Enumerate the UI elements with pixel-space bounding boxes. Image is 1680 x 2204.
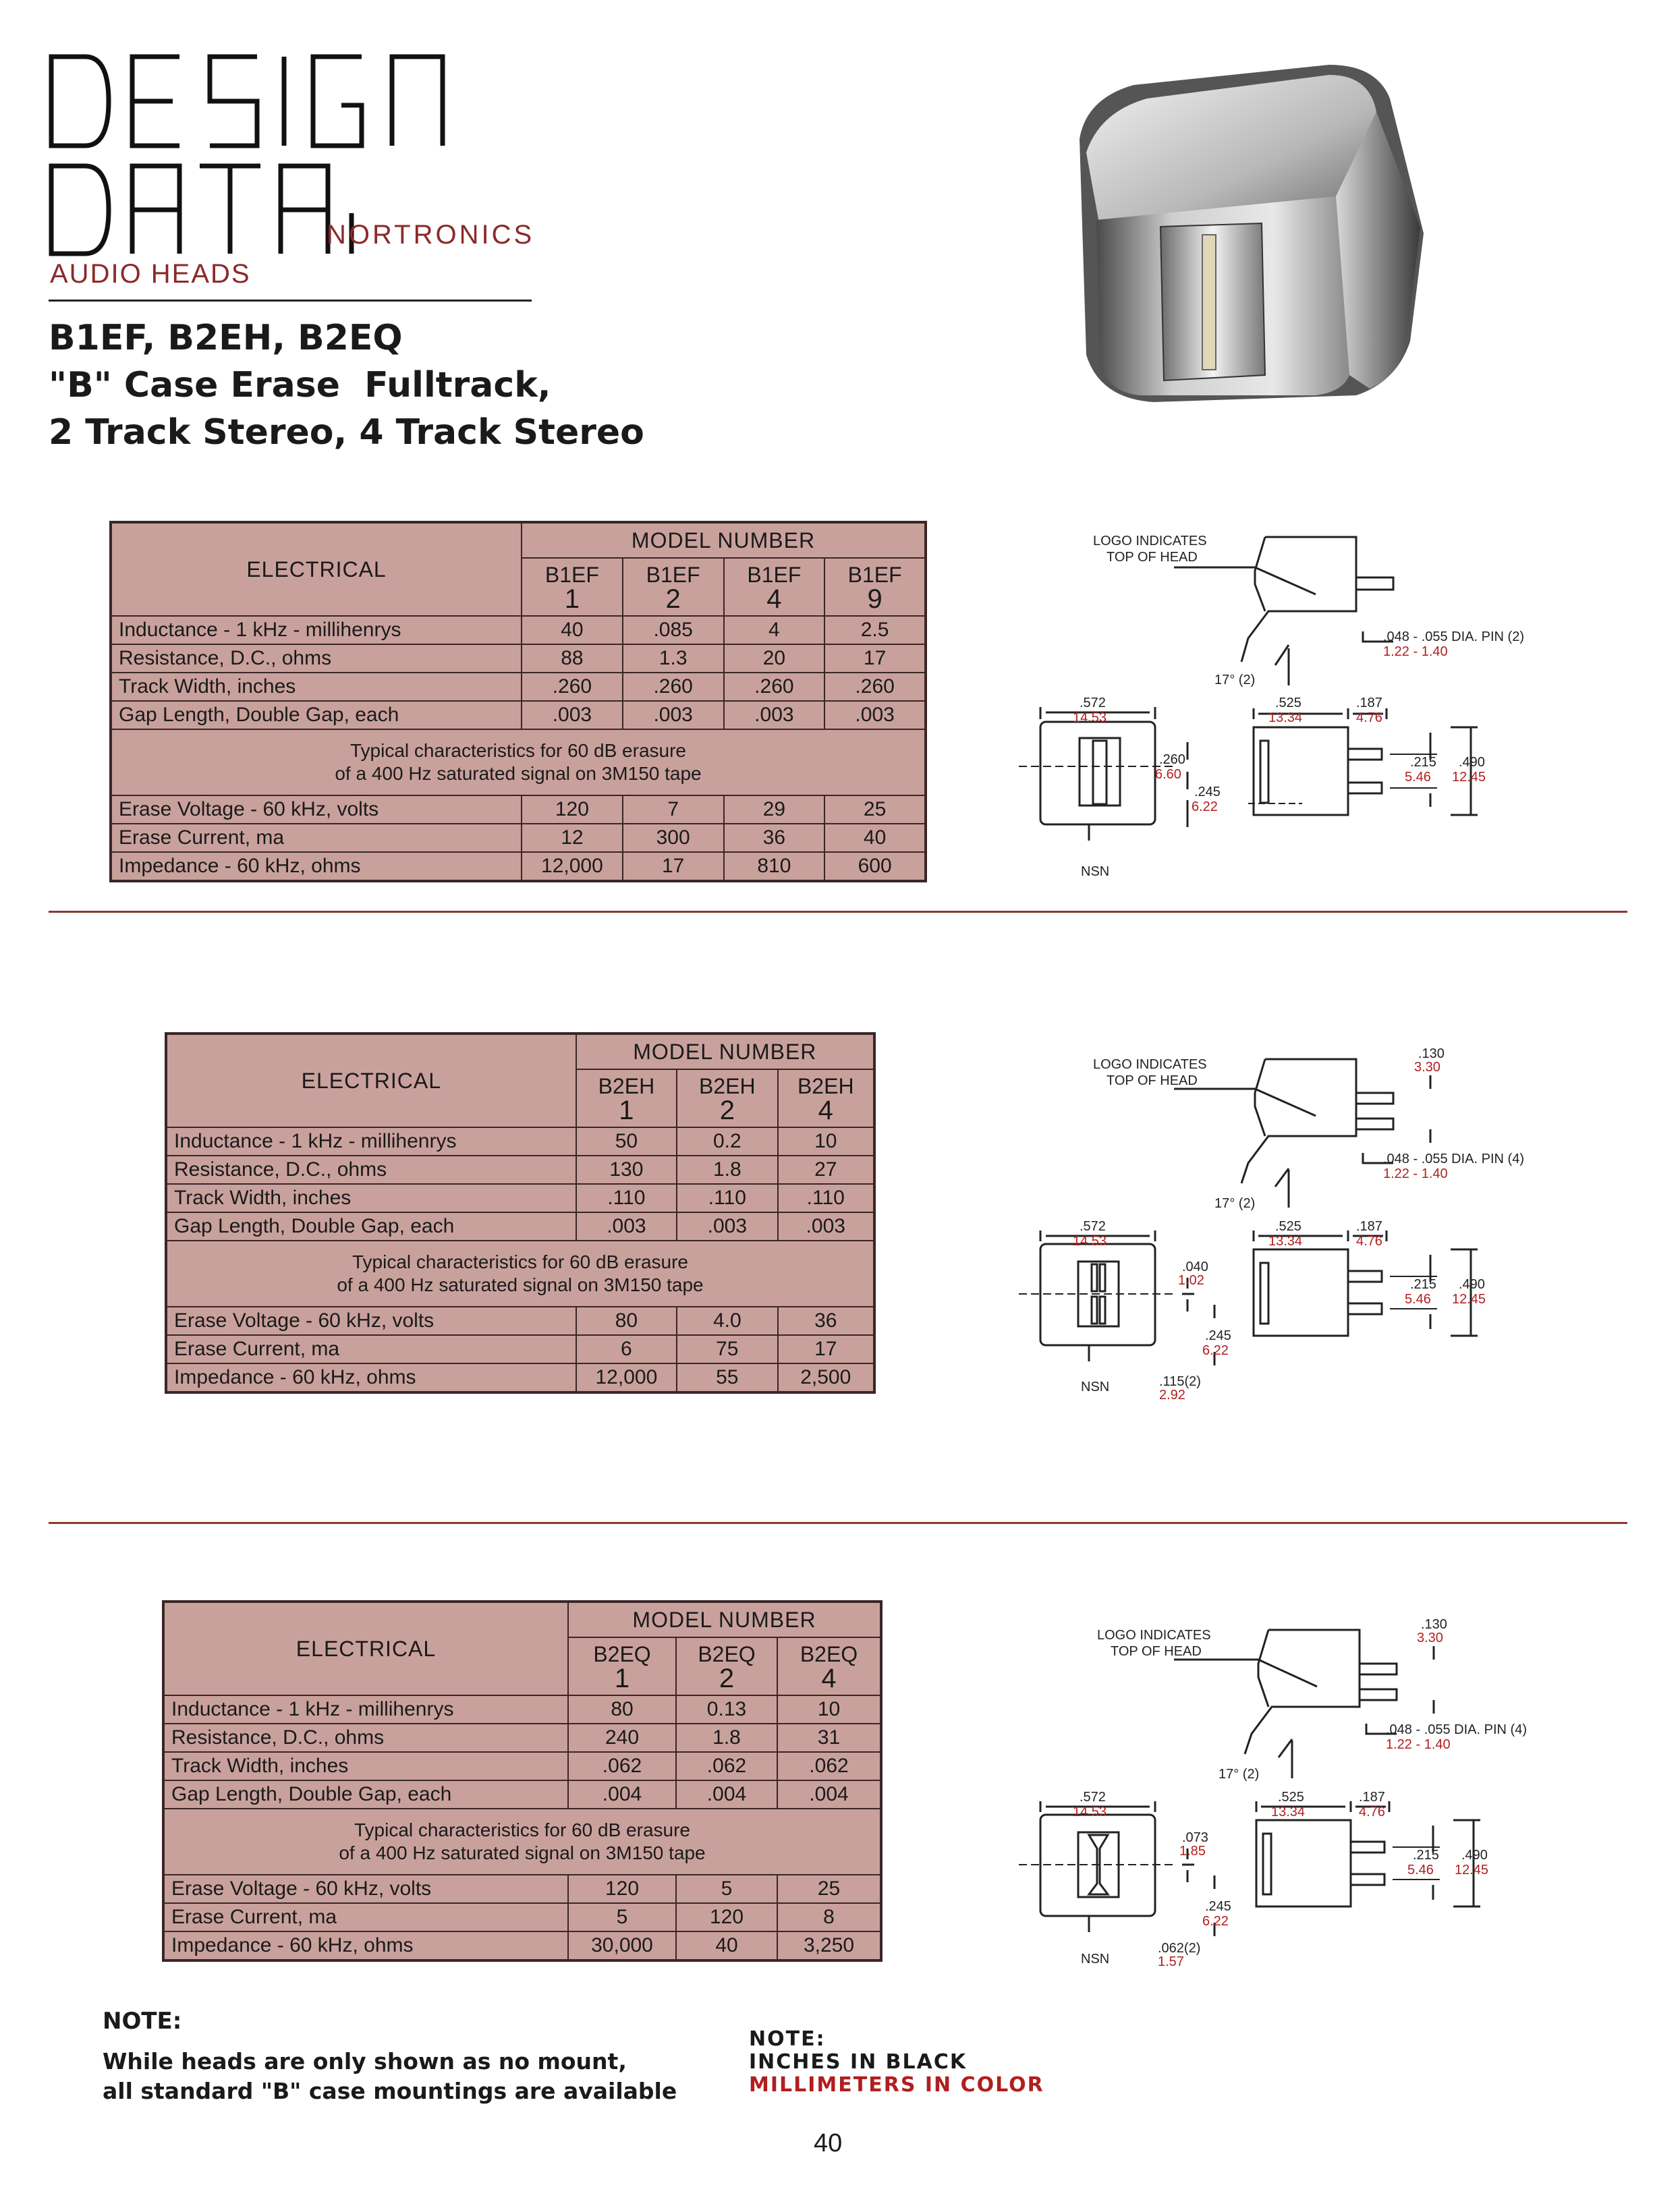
electrical-header: ELECTRICAL [163, 1602, 568, 1695]
depth2-in: .187 [1356, 696, 1382, 710]
depth1-in: .525 [1278, 1790, 1304, 1805]
logo-note-line-1: LOGO INDICATES [1093, 1057, 1207, 1072]
note-line-2: all standard "B" case mountings are available [103, 2078, 677, 2104]
pin-space-mm: 5.46 [1405, 770, 1431, 785]
title-line-1: B1EF, B2EH, B2EQ [49, 318, 403, 358]
spec-table-b1ef [109, 521, 927, 882]
width-in: .572 [1080, 1790, 1106, 1805]
track-width-in: .062(2) [1158, 1941, 1201, 1956]
section-divider [49, 1522, 1627, 1524]
pin-space-mm: 5.46 [1405, 1292, 1431, 1307]
logo-note-line-2: TOP OF HEAD [1107, 1073, 1198, 1088]
table-row: Resistance, D.C., ohms 240 1.8 31 [163, 1724, 881, 1752]
pin-space-in: .215 [1410, 755, 1436, 770]
offset-in: .245 [1194, 785, 1221, 799]
nsn-label: NSN [1081, 1952, 1110, 1967]
dimension-diagram-b2eq [1005, 1619, 1572, 1983]
depth2-in: .187 [1356, 1219, 1382, 1234]
gap-mm: 1.85 [1179, 1844, 1206, 1859]
table-row: Gap Length, Double Gap, each .003 .003 .003 [166, 1212, 874, 1241]
offset-mm: 6.22 [1192, 799, 1218, 814]
model-col: B2EQ 1 [568, 1637, 676, 1695]
table-row: Gap Length, Double Gap, each .004 .004 .004 [163, 1780, 881, 1809]
section-divider [49, 911, 1627, 913]
model-number-header: MODEL NUMBER [522, 522, 926, 558]
height-mm: 12.45 [1452, 770, 1486, 785]
units-note-inches: INCHES IN BLACK [749, 2050, 968, 2074]
logo-note-line-1: LOGO INDICATES [1097, 1628, 1211, 1643]
table-row: Gap Length, Double Gap, each .003 .003 .003 .003 [111, 701, 926, 729]
brand-name: NORTRONICS [327, 220, 535, 250]
depth1-in: .525 [1275, 1219, 1301, 1234]
table-row: Track Width, inches .110 .110 .110 [166, 1184, 874, 1212]
typical-line-1: Typical characteristics for 60 dB erasure [354, 1819, 690, 1840]
table-row: Erase Current, ma 5 120 8 [163, 1903, 881, 1931]
typical-line-1: Typical characteristics for 60 dB erasure [352, 1251, 688, 1272]
height-in: .490 [1459, 1277, 1485, 1292]
track-in: .260 [1159, 752, 1185, 767]
logo-note-line-2: TOP OF HEAD [1107, 550, 1198, 565]
width-mm: 14.53 [1073, 1234, 1107, 1249]
offset-mm: 6.22 [1202, 1914, 1229, 1929]
width-mm: 14.53 [1073, 710, 1107, 725]
dimension-diagram-b2eh [1005, 1048, 1572, 1413]
gap-mm: 1.02 [1178, 1273, 1204, 1288]
units-note-heading: NOTE: [749, 2027, 826, 2051]
model-col: B1EF 2 [623, 558, 724, 616]
model-col: B2EQ 4 [777, 1637, 881, 1695]
offset-in: .245 [1205, 1328, 1231, 1343]
table-row: Impedance - 60 kHz, ohms 12,000 17 810 600 [111, 852, 926, 881]
typical-line-2: of a 400 Hz saturated signal on 3M150 tape [337, 1274, 704, 1295]
model-col: B2EH 4 [778, 1069, 875, 1127]
header-rule [49, 300, 532, 302]
pin-space-in: .215 [1410, 1277, 1436, 1292]
table-row: Impedance - 60 kHz, ohms 30,000 40 3,250 [163, 1931, 881, 1960]
typical-row [166, 1241, 874, 1307]
angle-label: 17° (2) [1219, 1767, 1260, 1782]
model-col: B2EH 2 [677, 1069, 777, 1127]
model-col: B1EF 4 [724, 558, 825, 616]
table-row: Track Width, inches .260 .260 .260 .260 [111, 673, 926, 701]
gap-in: .073 [1182, 1830, 1208, 1845]
table-row: Impedance - 60 kHz, ohms 12,000 55 2,500 [166, 1363, 874, 1392]
product-photo [1059, 58, 1437, 409]
typical-row [111, 729, 926, 795]
model-number-header: MODEL NUMBER [568, 1602, 881, 1637]
track-width-mm: 1.57 [1158, 1954, 1184, 1969]
width-in: .572 [1080, 1219, 1106, 1234]
nsn-label: NSN [1081, 864, 1110, 879]
note-heading: NOTE: [103, 2008, 182, 2035]
table-row: Erase Voltage - 60 kHz, volts 120 5 25 [163, 1875, 881, 1903]
design-data-logo [45, 51, 530, 294]
depth2-mm: 4.76 [1356, 710, 1382, 725]
top-spacing-mm: 3.30 [1417, 1631, 1443, 1645]
height-mm: 12.45 [1455, 1863, 1489, 1877]
depth1-mm: 13.34 [1268, 1234, 1303, 1249]
model-col: B1EF 1 [522, 558, 623, 616]
width-mm: 14.53 [1073, 1805, 1107, 1819]
electrical-header: ELECTRICAL [166, 1034, 576, 1127]
pin-space-mm: 5.46 [1407, 1863, 1434, 1877]
pin-dia-mm: 1.22 - 1.40 [1383, 1166, 1448, 1181]
track-width-in: .115(2) [1159, 1374, 1201, 1389]
typical-line-2: of a 400 Hz saturated signal on 3M150 tape [339, 1842, 706, 1863]
page-title [49, 314, 644, 456]
table-row: Resistance, D.C., ohms 88 1.3 20 17 [111, 644, 926, 673]
mounting-note [103, 2008, 710, 2106]
depth2-mm: 4.76 [1359, 1805, 1385, 1819]
table-row: Erase Current, ma 12 300 36 40 [111, 824, 926, 852]
top-spacing-in: .130 [1421, 1619, 1447, 1632]
width-in: .572 [1080, 696, 1106, 710]
pin-dia-in: .048 - .055 DIA. PIN (4) [1383, 1152, 1524, 1166]
table-row: Track Width, inches .062 .062 .062 [163, 1752, 881, 1780]
pin-dia-in: .048 - .055 DIA. PIN (2) [1383, 629, 1524, 644]
table-row: Erase Current, ma 6 75 17 [166, 1335, 874, 1363]
track-mm: 6.60 [1155, 767, 1181, 782]
table-row: Erase Voltage - 60 kHz, volts 80 4.0 36 [166, 1307, 874, 1335]
title-line-2: "B" Case Erase Fulltrack, [49, 365, 551, 405]
table-row: Inductance - 1 kHz - millihenrys 40 .085 4 2.5 [111, 616, 926, 644]
table-row: Inductance - 1 kHz - millihenrys 80 0.13 10 [163, 1695, 881, 1724]
electrical-header: ELECTRICAL [111, 522, 522, 616]
table-row: Resistance, D.C., ohms 130 1.8 27 [166, 1156, 874, 1184]
pin-space-in: .215 [1413, 1848, 1439, 1863]
depth1-mm: 13.34 [1268, 710, 1303, 725]
angle-label: 17° (2) [1214, 673, 1256, 687]
top-spacing-in: .130 [1418, 1048, 1445, 1061]
spec-table-b2eh [165, 1032, 876, 1394]
logo-letters [45, 51, 530, 294]
pin-dia-in: .048 - .055 DIA. PIN (4) [1386, 1722, 1527, 1737]
model-number-header: MODEL NUMBER [576, 1034, 874, 1069]
height-in: .490 [1461, 1848, 1488, 1863]
typical-line-2: of a 400 Hz saturated signal on 3M150 tape [335, 763, 702, 784]
table-row: Erase Voltage - 60 kHz, volts 120 7 29 25 [111, 795, 926, 824]
title-line-3: 2 Track Stereo, 4 Track Stereo [49, 412, 644, 453]
depth1-mm: 13.34 [1271, 1805, 1306, 1819]
offset-in: .245 [1205, 1899, 1231, 1914]
typical-line-1: Typical characteristics for 60 dB erasure [350, 740, 686, 761]
depth1-in: .525 [1275, 696, 1301, 710]
logo-note-line-2: TOP OF HEAD [1111, 1644, 1202, 1659]
typical-row [163, 1809, 881, 1875]
units-note-millimeters: MILLIMETERS IN COLOR [749, 2073, 1044, 2097]
gap-in: .040 [1182, 1260, 1208, 1274]
units-note [749, 2028, 1154, 2097]
top-spacing-mm: 3.30 [1414, 1060, 1440, 1075]
page-number: 40 [814, 2129, 843, 2157]
table-row: Inductance - 1 kHz - millihenrys 50 0.2 10 [166, 1127, 874, 1156]
depth2-in: .187 [1359, 1790, 1385, 1805]
angle-label: 17° (2) [1214, 1196, 1256, 1211]
height-in: .490 [1459, 755, 1485, 770]
depth2-mm: 4.76 [1356, 1234, 1382, 1249]
dimension-diagram-b1ef [1005, 530, 1572, 881]
pin-dia-mm: 1.22 - 1.40 [1386, 1737, 1451, 1752]
pin-dia-mm: 1.22 - 1.40 [1383, 644, 1448, 659]
nsn-label: NSN [1081, 1380, 1110, 1394]
category-label: AUDIO HEADS [50, 259, 251, 289]
spec-table-b2eq [162, 1600, 883, 1962]
offset-mm: 6.22 [1202, 1343, 1229, 1358]
model-col: B2EQ 2 [676, 1637, 777, 1695]
model-col: B2EH 1 [576, 1069, 677, 1127]
track-width-mm: 2.92 [1159, 1388, 1185, 1403]
note-line-1: While heads are only shown as no mount, [103, 2048, 627, 2074]
logo-note-line-1: LOGO INDICATES [1093, 534, 1207, 548]
model-col: B1EF 9 [824, 558, 926, 616]
height-mm: 12.45 [1452, 1292, 1486, 1307]
